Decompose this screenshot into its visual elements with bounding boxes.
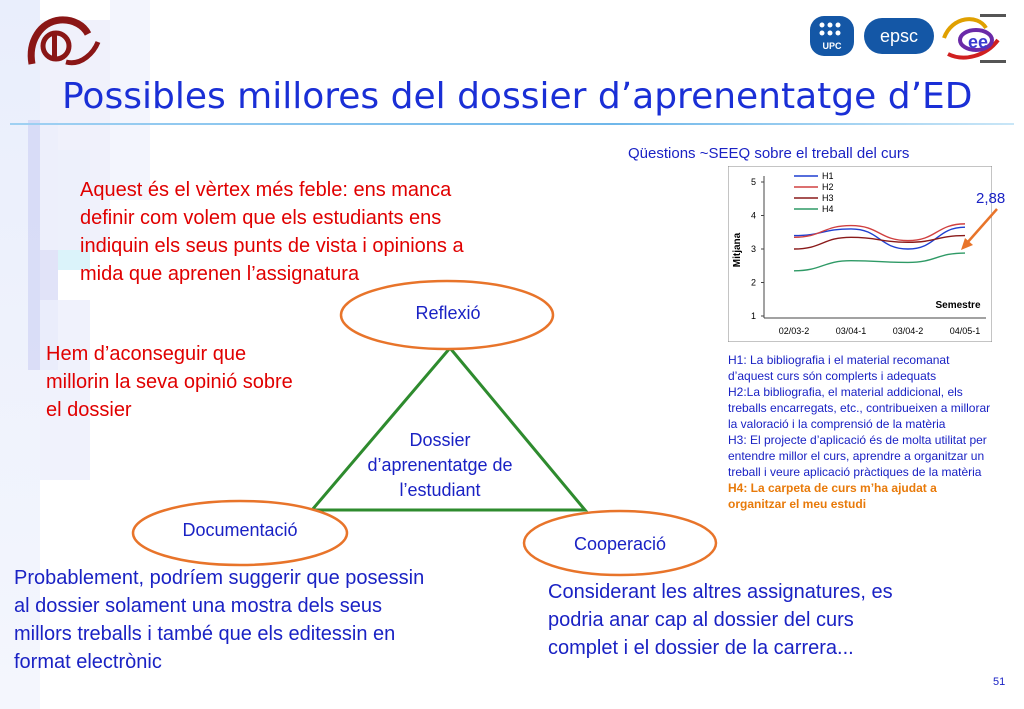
y-tick-label: 4	[750, 210, 756, 221]
vertex-note-text: Aquest és el vèrtex més feble: ens manca definir com volem que els estudiants ens indiquin els seus punts de vista i opinions a mida que aprenen l’assignatura	[80, 179, 464, 285]
x-tick-label: 02/03-2	[778, 326, 810, 336]
callout-value: 2,88	[976, 190, 1006, 207]
note-line: treball i veure aplicació pràctiques de la matèria	[728, 465, 982, 479]
note-line: H1: La bibliografia i el material recomanat	[728, 353, 950, 367]
note-line: treballs encarregats, etc., contribueixen a millorar	[728, 401, 991, 415]
callout-arrow	[955, 205, 1005, 255]
note-highlight-line: H4: La carpeta de curs m’ha ajudat a	[728, 481, 937, 495]
x-tick-label: 03/04-1	[835, 326, 867, 336]
legend-label: H1	[822, 171, 834, 181]
note-line: entendre millor el curs, aprendre a organitzar un	[728, 449, 985, 463]
consider-text: Considerant les altres assignatures, es podria anar cap al dossier del curs complet i el dossier de la carrera...	[548, 581, 893, 659]
achieved-opinion-text: Hem d’aconseguir que millorin la seva opinió sobre el dossier	[46, 343, 293, 421]
documentacio-label: Documentació	[182, 520, 298, 540]
hypothesis-notes	[728, 352, 1020, 512]
x-tick-label: 03/04-2	[892, 326, 924, 336]
note-line: la valoració i la comprensió de la matèria	[728, 417, 946, 431]
x-tick-label: 04/05-1	[949, 326, 981, 336]
svg-text:UPC: UPC	[822, 41, 842, 51]
y-tick-label: 1	[750, 311, 756, 321]
seeq-line-chart	[728, 166, 992, 342]
svg-text:ee: ee	[968, 32, 989, 52]
legend-label: H2	[822, 182, 834, 192]
y-tick-label: 2	[750, 277, 756, 288]
note-highlight-line: organitzar el meu estudi	[728, 497, 867, 511]
y-tick-label: 5	[750, 177, 756, 187]
legend-label: H4	[822, 204, 834, 214]
note-line: H3: El projecte d’aplicació és de molta utilitat per	[728, 433, 987, 447]
slide-title: Possibles millores del dossier d’aprenentatge d’ED	[62, 76, 973, 117]
dossier-center-label: Dossier d’aprenentatge de l’estudiant	[367, 430, 513, 500]
note-line: H2:La bibliografia, el material addicional, els	[728, 385, 963, 399]
cooperacio-label: Cooperació	[573, 534, 667, 554]
note-line: d’aquest curs són complerts i adequats	[728, 369, 937, 383]
legend-label: H3	[822, 193, 834, 203]
x-axis-label: Semestre	[935, 300, 981, 311]
y-tick-label: 3	[750, 244, 756, 254]
suggest-text: Probablement, podríem suggerir que posessin al dossier solament una mostra dels seus millors treballs i també que els editessin en format electrònic	[14, 567, 425, 673]
svg-text:epsc: epsc	[879, 26, 919, 46]
reflexio-label: Reflexió	[415, 303, 481, 323]
page-number: 51	[993, 676, 1006, 688]
chart-title: Qüestions ~SEEQ sobre el treball del curs	[628, 145, 910, 162]
y-axis-label: Mitjana	[732, 232, 743, 268]
